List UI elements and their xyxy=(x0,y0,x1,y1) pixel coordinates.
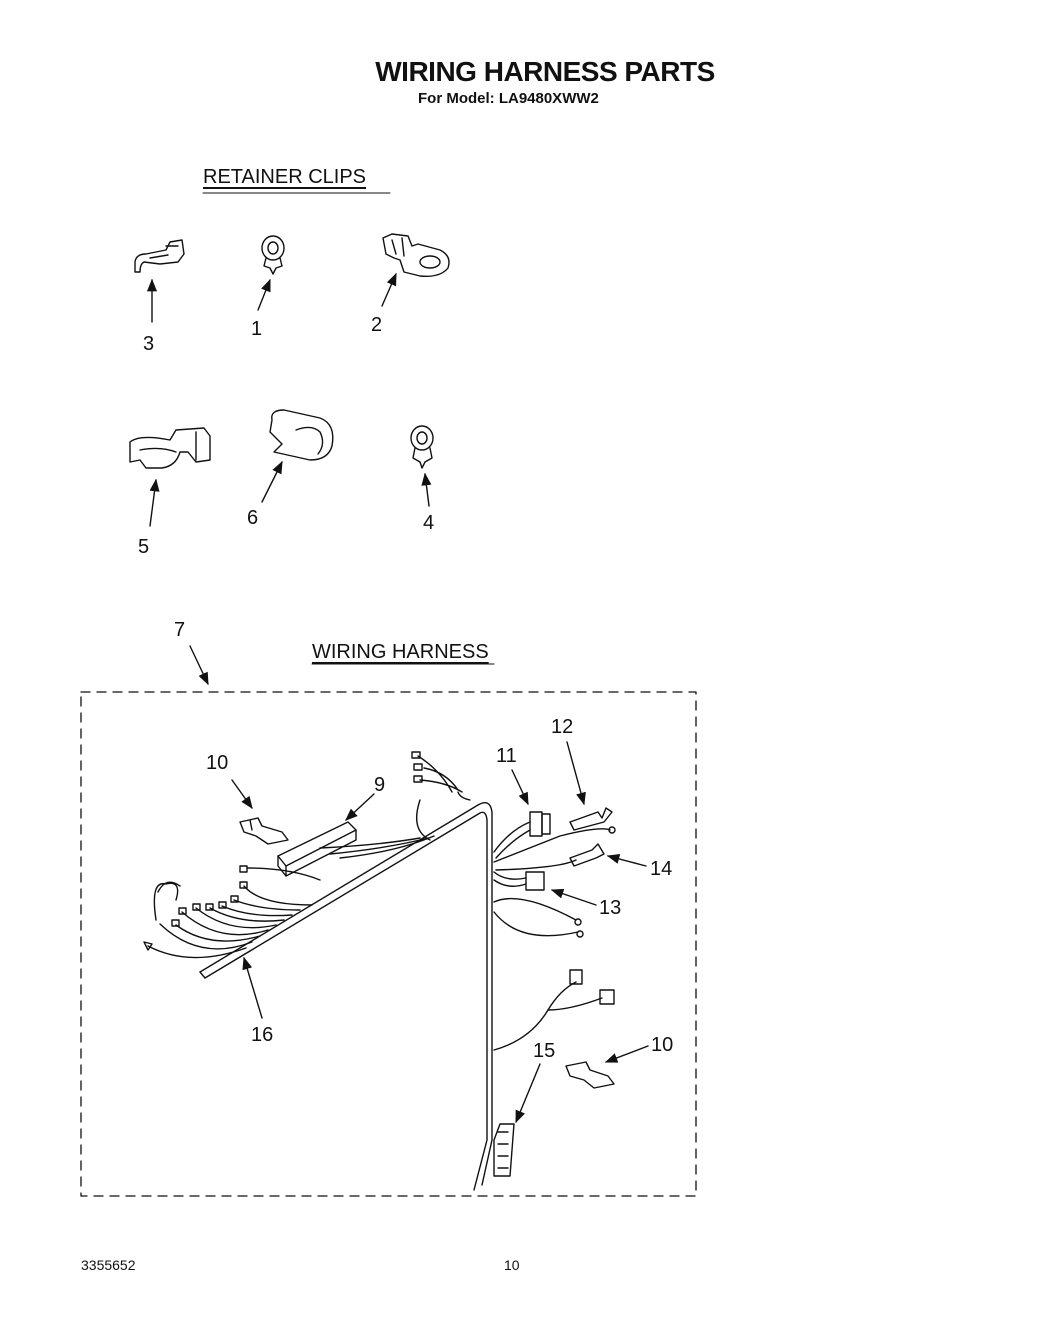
terminal-12 xyxy=(570,808,612,830)
retainer-clip-2 xyxy=(383,234,449,276)
callout-6: 6 xyxy=(247,507,259,529)
callout-14: 14 xyxy=(650,858,673,880)
arrow-1 xyxy=(258,280,270,310)
left-fan-leads xyxy=(144,866,320,958)
retainer-clip-1 xyxy=(262,236,284,274)
callout-9: 9 xyxy=(374,774,386,796)
callout-4: 4 xyxy=(423,512,435,534)
terminal-14 xyxy=(570,844,604,866)
callout-5: 5 xyxy=(138,536,150,558)
arrow-15 xyxy=(516,1064,540,1122)
arrow-13 xyxy=(552,890,596,905)
model-subtitle: For Model: LA9480XWW2 xyxy=(418,90,599,107)
retainer-clip-3 xyxy=(135,240,184,272)
callout-13: 13 xyxy=(599,897,622,919)
arrow-7 xyxy=(190,646,208,684)
page-number: 10 xyxy=(504,1257,520,1273)
arrow-2 xyxy=(382,274,396,306)
callout-12: 12 xyxy=(551,716,574,738)
terminal-10-left xyxy=(240,818,288,844)
callout-15: 15 xyxy=(533,1040,556,1062)
page-title: WIRING HARNESS PARTS xyxy=(375,56,715,87)
terminal-10-right xyxy=(566,1062,614,1088)
callout-10-right: 10 xyxy=(651,1034,674,1056)
retainer-clips-heading: RETAINER CLIPS xyxy=(203,166,366,188)
callout-7: 7 xyxy=(174,619,186,641)
lower-right-leads xyxy=(494,899,614,1050)
harness-main-trunk xyxy=(200,803,492,1190)
callout-3: 3 xyxy=(143,333,155,355)
arrow-11 xyxy=(512,770,528,804)
arrow-4 xyxy=(425,474,429,506)
arrow-9 xyxy=(346,794,374,820)
arrow-5 xyxy=(150,480,156,526)
arrow-10-left xyxy=(232,780,252,808)
callout-11: 11 xyxy=(496,745,517,767)
retainer-clip-6 xyxy=(270,410,333,460)
connector-13 xyxy=(494,872,544,890)
callout-10-left: 10 xyxy=(206,752,229,774)
retainer-clip-4 xyxy=(411,426,433,468)
arrow-16 xyxy=(244,958,262,1018)
arrow-6 xyxy=(262,462,282,502)
connector-15 xyxy=(494,1124,514,1176)
harness-dashed-frame xyxy=(81,692,696,1196)
wiring-harness-heading: WIRING HARNESS xyxy=(312,641,489,663)
connector-block-9 xyxy=(278,822,434,876)
arrow-10-right xyxy=(606,1046,648,1062)
callout-16: 16 xyxy=(251,1024,274,1046)
callout-1: 1 xyxy=(251,318,263,340)
arrow-12 xyxy=(567,742,584,804)
callout-2: 2 xyxy=(371,314,383,336)
doc-number: 3355652 xyxy=(81,1257,136,1273)
arrow-14 xyxy=(608,856,646,866)
retainer-clip-5 xyxy=(130,428,210,468)
